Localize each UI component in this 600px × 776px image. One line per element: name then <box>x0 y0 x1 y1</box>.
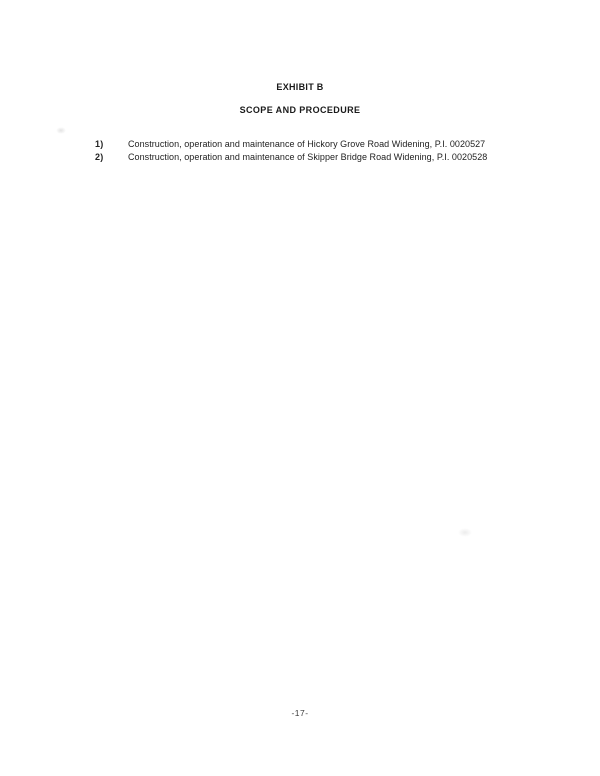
list-item-text: Construction, operation and maintenance of Hickory Grove Road Widening, P.I. 0020527 <box>128 139 486 149</box>
list-item <box>95 151 535 164</box>
list-item <box>95 138 535 151</box>
page-number: -17- <box>291 708 309 718</box>
scope-list <box>95 138 535 163</box>
list-item-number: 2) <box>95 151 104 162</box>
scan-smudge <box>458 528 472 537</box>
list-item-text: Construction, operation and maintenance of Skipper Bridge Road Widening, P.I. 0020528 <box>128 151 488 162</box>
scan-smudge <box>56 127 66 134</box>
exhibit-title: EXHIBIT B <box>276 82 324 92</box>
section-title: SCOPE AND PROCEDURE <box>239 105 361 115</box>
list-item-number: 1) <box>95 139 104 149</box>
